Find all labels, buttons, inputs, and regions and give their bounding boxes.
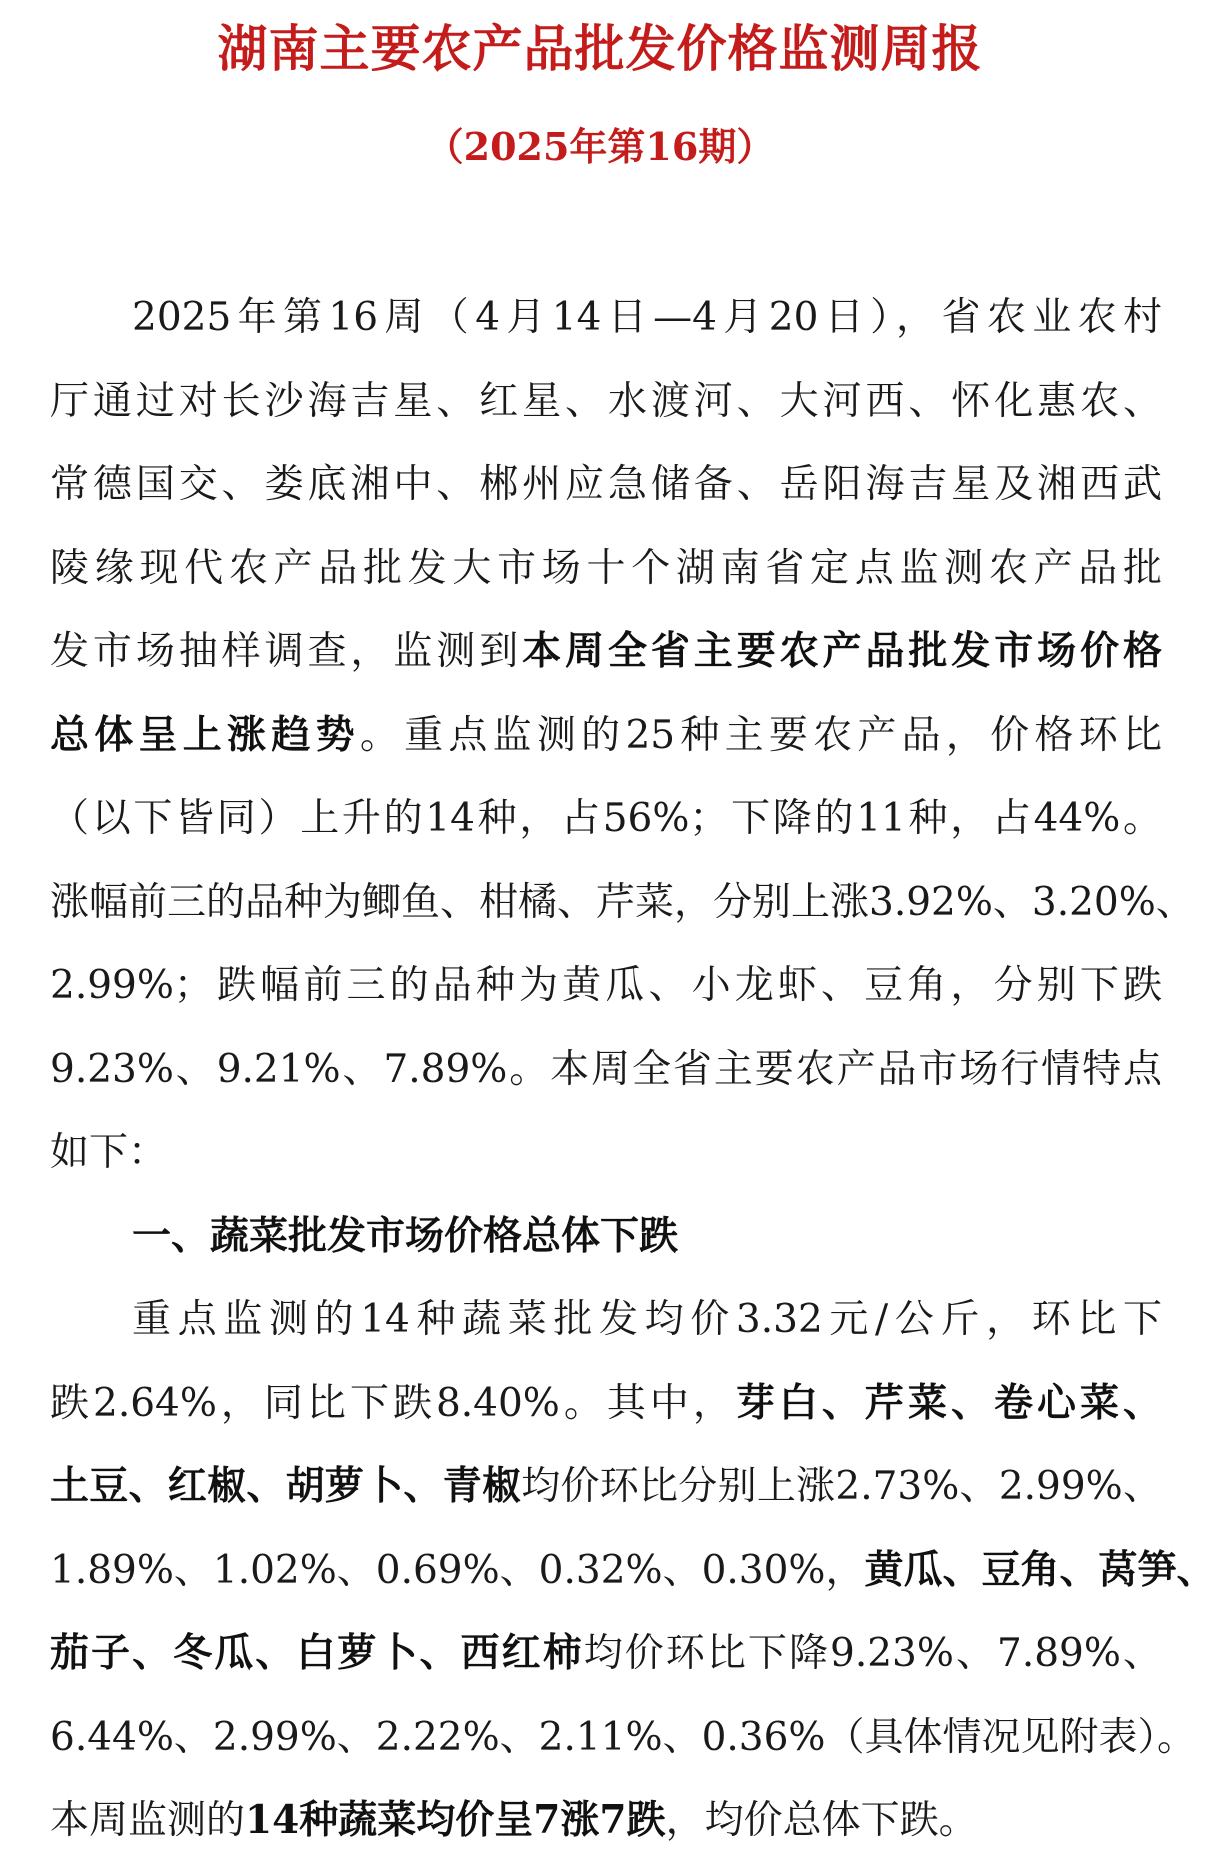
text-line bbox=[50, 861, 1195, 945]
body-text: 均价环比分别上涨2.73%、2.99%、 bbox=[521, 1464, 1162, 1509]
issue-number: （2025年第16期） bbox=[425, 124, 775, 169]
text-line bbox=[50, 443, 1162, 527]
body-text: ，均价总体下跌。 bbox=[665, 1798, 978, 1843]
text-line bbox=[50, 1696, 1196, 1780]
text-line bbox=[50, 1111, 1162, 1195]
body-text: 如下： bbox=[50, 1130, 168, 1175]
body-text: 常德国交、娄底湘中、郴州应急储备、岳阳海吉星及湘西武 bbox=[50, 462, 1162, 507]
body-text: 6.44%、2.99%、2.22%、2.11%、0.36%（具体情况见附表）。 bbox=[50, 1714, 1196, 1760]
body-text: 跌2.64%，同比下跌8.40%。其中， bbox=[50, 1380, 736, 1426]
text-line bbox=[50, 527, 1162, 611]
summary-paragraph bbox=[50, 276, 1195, 1195]
body-text: 1.89%、1.02%、0.69%、0.32%、0.30%， bbox=[50, 1547, 865, 1593]
text-line bbox=[50, 1529, 1215, 1613]
vegetables-paragraph bbox=[50, 1278, 1215, 1863]
body-text: 陵缘现代农产品批发大市场十个湖南省定点监测农产品批 bbox=[50, 545, 1162, 591]
text-line bbox=[50, 1445, 1162, 1529]
body-text: 厅通过对长沙海吉星、红星、水渡河、大河西、怀化惠农、 bbox=[50, 378, 1162, 424]
emphasis-text: 本周全省主要农产品批发市场价格 bbox=[522, 628, 1162, 674]
text-line bbox=[50, 610, 1162, 694]
emphasis-text: 土豆、红椒、胡萝卜、青椒 bbox=[50, 1463, 522, 1509]
body-text: 均价环比下降9.23%、7.89%、 bbox=[583, 1631, 1162, 1676]
report-title: 湖南主要农产品批发价格监测周报 bbox=[217, 19, 983, 78]
emphasis-text: 14种蔬菜均价呈7涨7跌 bbox=[245, 1797, 666, 1843]
body-text: 9.23%、9.21%、7.89%。本周全省主要农产品市场行情特点 bbox=[50, 1046, 1162, 1092]
body-text: 涨幅前三的品种为鲫鱼、柑橘、芹菜，分别上涨3.92%、3.20%、 bbox=[50, 879, 1195, 925]
emphasis-text: 黄瓜、豆角、莴笋、 bbox=[864, 1546, 1215, 1593]
emphasis-text: 芽白、芹菜、卷心菜、 bbox=[735, 1379, 1162, 1426]
body-text: （以下皆同）上升的14种，占56%；下降的11种，占44%。 bbox=[50, 796, 1162, 841]
text-line bbox=[50, 1278, 1162, 1362]
text-line bbox=[50, 1612, 1162, 1696]
text-line bbox=[50, 944, 1162, 1028]
body-text: 重点监测的14种蔬菜批发均价3.32元/公斤，环比下 bbox=[132, 1297, 1162, 1342]
text-line bbox=[50, 1362, 1162, 1446]
body-text: 2025年第16周（4月14日—4月20日），省农业农村 bbox=[132, 295, 1162, 340]
text-line bbox=[50, 276, 1162, 360]
text-line bbox=[50, 1779, 1162, 1863]
report-body bbox=[50, 276, 1215, 1863]
text-line bbox=[50, 360, 1162, 444]
body-text: 。重点监测的25种主要农产品，价格环比 bbox=[359, 712, 1162, 758]
text-line bbox=[50, 777, 1162, 861]
body-text: 2.99%；跌幅前三的品种为黄瓜、小龙虾、豆角，分别下跌 bbox=[50, 963, 1162, 1008]
text-line bbox=[50, 694, 1162, 778]
emphasis-text: 茄子、冬瓜、白萝卜、西红柿 bbox=[50, 1630, 584, 1676]
emphasis-text: 总体呈上涨趋势 bbox=[50, 711, 360, 758]
body-text: 本周监测的 bbox=[50, 1798, 246, 1843]
text-line bbox=[50, 1028, 1162, 1112]
section-heading-vegetables: 一、蔬菜批发市场价格总体下跌 bbox=[132, 1213, 679, 1259]
body-text: 发市场抽样调查，监测到 bbox=[50, 629, 523, 674]
